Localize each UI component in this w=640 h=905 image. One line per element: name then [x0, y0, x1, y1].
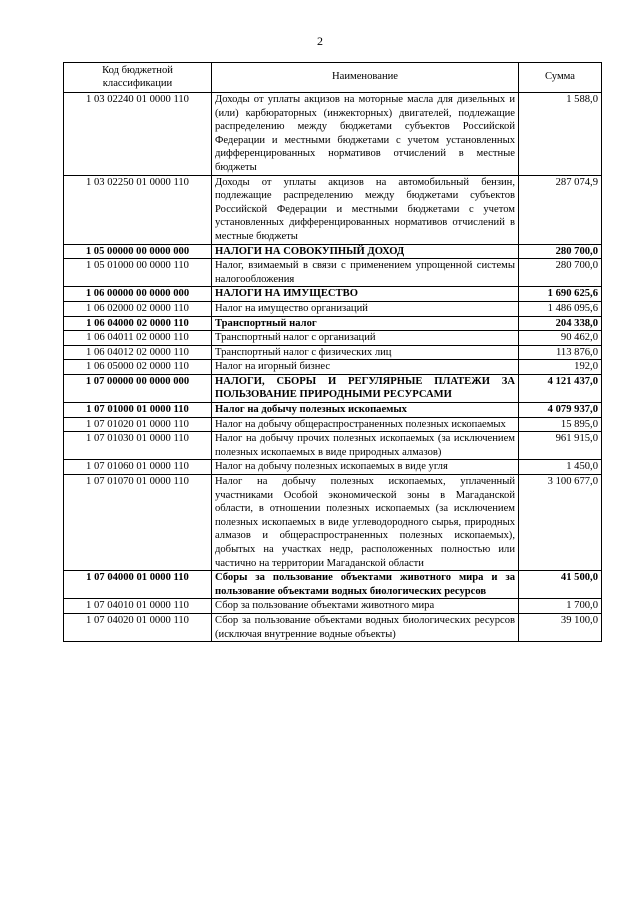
- table-row: [64, 259, 602, 287]
- item-name: Сбор за пользование объектами животного мира: [212, 599, 519, 614]
- item-name: Транспортный налог с организаций: [212, 331, 519, 346]
- budget-code: 1 06 05000 02 0000 110: [64, 360, 212, 375]
- budget-code: 1 07 04000 01 0000 110: [64, 571, 212, 599]
- budget-code: 1 07 04020 01 0000 110: [64, 613, 212, 641]
- item-name: Налог на добычу общераспространенных полезных ископаемых: [212, 417, 519, 432]
- table-row: [64, 432, 602, 460]
- item-amount: 3 100 677,0: [519, 475, 602, 571]
- item-amount: 204 338,0: [519, 316, 602, 331]
- item-name: Налог, взимаемый в связи с применением упрощенной системы налогообложения: [212, 259, 519, 287]
- table-row: [64, 175, 602, 244]
- item-amount: 1 700,0: [519, 599, 602, 614]
- table-row: [64, 599, 602, 614]
- item-amount: 287 074,9: [519, 175, 602, 244]
- table-row: [64, 374, 602, 402]
- item-name: Налог на игорный бизнес: [212, 360, 519, 375]
- table-row: [64, 403, 602, 418]
- item-name: Транспортный налог: [212, 316, 519, 331]
- budget-code: 1 05 00000 00 0000 000: [64, 244, 212, 259]
- budget-code: 1 07 00000 00 0000 000: [64, 374, 212, 402]
- item-amount: 280 700,0: [519, 259, 602, 287]
- budget-code: 1 03 02240 01 0000 110: [64, 93, 212, 176]
- item-amount: 4 079 937,0: [519, 403, 602, 418]
- table-row: [64, 316, 602, 331]
- item-amount: 1 486 095,6: [519, 301, 602, 316]
- table-row: [64, 613, 602, 641]
- item-amount: 280 700,0: [519, 244, 602, 259]
- page-number: 2: [317, 34, 323, 48]
- item-name: НАЛОГИ НА ИМУЩЕСТВО: [212, 287, 519, 302]
- table-row: [64, 345, 602, 360]
- table-row: [64, 475, 602, 571]
- item-amount: 1 588,0: [519, 93, 602, 176]
- item-name: Налог на добычу полезных ископаемых, уплаченный участниками Особой экономической зоны в Магаданской области, в отношении полезных ископаемых (за исключением полезных ископаемых в виде углеводородного сырья, природных алмазов и общераспространенных полезных ископаемых), добытых на участках недр, расположенных полностью или частично на территории Магаданской области: [212, 475, 519, 571]
- table-row: [64, 331, 602, 346]
- budget-revenue-table: [63, 62, 602, 642]
- budget-code: 1 07 01030 01 0000 110: [64, 432, 212, 460]
- item-amount: 90 462,0: [519, 331, 602, 346]
- table-row: [64, 93, 602, 176]
- item-name: НАЛОГИ, СБОРЫ И РЕГУЛЯРНЫЕ ПЛАТЕЖИ ЗА ПОЛЬЗОВАНИЕ ПРИРОДНЫМИ РЕСУРСАМИ: [212, 374, 519, 402]
- table-row: [64, 460, 602, 475]
- item-name: Налог на добычу полезных ископаемых: [212, 403, 519, 418]
- header-code: Код бюджетной классификации: [64, 63, 212, 93]
- table-row: [64, 301, 602, 316]
- item-amount: 41 500,0: [519, 571, 602, 599]
- item-name: Доходы от уплаты акцизов на моторные масла для дизельных и (или) карбюраторных (инжекторных) двигателей, подлежащие распределению между бюджетами субъектов Российской Федерации и местными бюджетами с учетом установленных дифференцированных нормативов отчислений в местные бюджеты: [212, 93, 519, 176]
- header-amount: Сумма: [519, 63, 602, 93]
- table-header-row: [64, 63, 602, 93]
- item-amount: 1 450,0: [519, 460, 602, 475]
- table-row: [64, 571, 602, 599]
- table-row: [64, 287, 602, 302]
- item-name: Сборы за пользование объектами животного мира и за пользование объектами водных биологических ресурсов: [212, 571, 519, 599]
- item-name: Доходы от уплаты акцизов на автомобильный бензин, подлежащие распределению между бюджетами субъектов Российской Федерации и местными бюджетами с учетом установленных дифференцированных нормативов отчислений в местные бюджеты: [212, 175, 519, 244]
- budget-code: 1 05 01000 00 0000 110: [64, 259, 212, 287]
- budget-code: 1 06 00000 00 0000 000: [64, 287, 212, 302]
- budget-code: 1 07 01070 01 0000 110: [64, 475, 212, 571]
- item-amount: 39 100,0: [519, 613, 602, 641]
- item-name: Налог на добычу полезных ископаемых в виде угля: [212, 460, 519, 475]
- budget-code: 1 06 04011 02 0000 110: [64, 331, 212, 346]
- budget-code: 1 07 04010 01 0000 110: [64, 599, 212, 614]
- item-amount: 15 895,0: [519, 417, 602, 432]
- item-name: Транспортный налог с физических лиц: [212, 345, 519, 360]
- item-amount: 4 121 437,0: [519, 374, 602, 402]
- budget-code: 1 06 04000 02 0000 110: [64, 316, 212, 331]
- budget-code: 1 06 04012 02 0000 110: [64, 345, 212, 360]
- item-amount: 192,0: [519, 360, 602, 375]
- table-row: [64, 244, 602, 259]
- budget-code: 1 07 01000 01 0000 110: [64, 403, 212, 418]
- table-row: [64, 417, 602, 432]
- item-name: Сбор за пользование объектами водных биологических ресурсов (исключая внутренние водные объекты): [212, 613, 519, 641]
- item-amount: 961 915,0: [519, 432, 602, 460]
- item-name: Налог на добычу прочих полезных ископаемых (за исключением полезных ископаемых в виде природных алмазов): [212, 432, 519, 460]
- item-amount: 113 876,0: [519, 345, 602, 360]
- budget-code: 1 07 01020 01 0000 110: [64, 417, 212, 432]
- table-row: [64, 360, 602, 375]
- budget-code: 1 03 02250 01 0000 110: [64, 175, 212, 244]
- item-name: НАЛОГИ НА СОВОКУПНЫЙ ДОХОД: [212, 244, 519, 259]
- item-name: Налог на имущество организаций: [212, 301, 519, 316]
- budget-code: 1 07 01060 01 0000 110: [64, 460, 212, 475]
- header-name: Наименование: [212, 63, 519, 93]
- budget-code: 1 06 02000 02 0000 110: [64, 301, 212, 316]
- item-amount: 1 690 625,6: [519, 287, 602, 302]
